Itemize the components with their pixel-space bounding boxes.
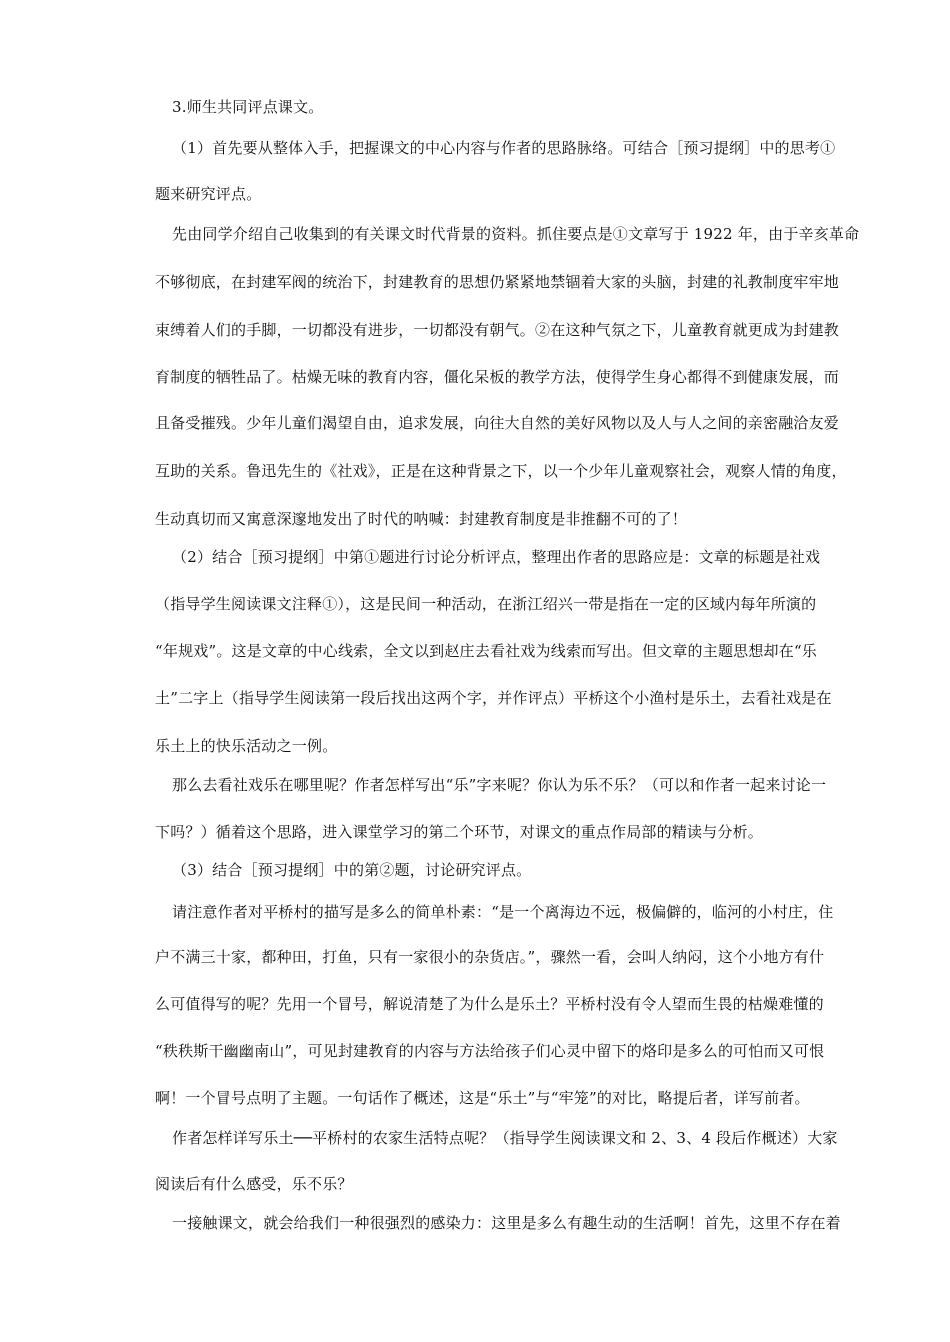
- paragraph-line: 下吗？）循着这个思路，进入课堂学习的第二个环节，对课文的重点作局部的精读与分析。: [155, 823, 764, 841]
- paragraph-line: “秩秩斯干幽幽南山”，可见封建教育的内容与方法给孩子们心灵中留下的烙印是多么的可怕而又可恨: [155, 1042, 825, 1060]
- paragraph-line: 么可值得写的呢？先用一个冒号，解说清楚了为什么是乐土？平桥村没有令人望而生畏的枯燥难懂的: [155, 995, 824, 1013]
- paragraph-line: （2）结合［预习提纲］中第①题进行讨论分析评点，整理出作者的思路应是：文章的标题是社戏: [172, 548, 821, 566]
- paragraph-line: 题来研究评点。: [155, 185, 262, 203]
- paragraph-line: （指导学生阅读课文注释①），这是民间一种活动，在浙江绍兴一带是指在一定的区域内每年所演的: [155, 595, 817, 613]
- paragraph-line: 束缚着人们的手脚，一切都没有进步，一切都没有朝气。②在这种气氛之下，儿童教育就更成为封建教: [155, 321, 840, 339]
- paragraph-line: 阅读后有什么感受，乐不乐？: [155, 1175, 353, 1193]
- paragraph-line: 请注意作者对平桥村的描写是多么的简单朴素：“是一个离海边不远，极偏僻的，临河的小村庄，住: [172, 903, 834, 921]
- paragraph-line: 且备受摧残。少年儿童们渴望自由，追求发展，向往大自然的美好风物以及人与人之间的亲密融洽友爱: [155, 414, 840, 432]
- paragraph-line: （1）首先要从整体入手，把握课文的中心内容与作者的思路脉络。可结合［预习提纲］中的思考①: [172, 139, 836, 157]
- paragraph-line: 生动真切而又寓意深邃地发出了时代的呐喊：封建教育制度是非推翻不可的了！: [155, 510, 688, 528]
- paragraph-line: 户不满三十家，都种田，打鱼，只有一家很小的杂货店。”，骤然一看，会叫人纳闷，这个小地方有什: [155, 948, 825, 966]
- paragraph-line: 啊！一个冒号点明了主题。一句话作了概述，这是“乐土”与“牢笼”的对比，略提后者，详写前者。: [155, 1089, 810, 1107]
- section-heading: 3.师生共同评点课文。: [172, 98, 324, 116]
- paragraph-line: 育制度的牺牲品了。枯燥无味的教育内容，僵化呆板的教学方法，使得学生身心都得不到健康发展，而: [155, 368, 840, 386]
- paragraph-line: 互助的关系。鲁迅先生的《社戏》，正是在这种背景之下，以一个少年儿童观察社会，观察人情的角度，: [155, 462, 847, 480]
- paragraph-line: 先由同学介绍自己收集到的有关课文时代背景的资料。抓住要点是①文章写于 1922 年，由于辛亥革命: [172, 225, 860, 243]
- paragraph-line: 作者怎样详写乐土──平桥村的农家生活特点呢？（指导学生阅读课文和 2、3、4 段后作概述）大家: [172, 1129, 838, 1147]
- paragraph-line: “年规戏”。这是文章的中心线索，全文以到赵庄去看社戏为线索而写出。但文章的主题思想却在“乐: [155, 642, 818, 660]
- paragraph-line: 土”二字上（指导学生阅读第一段后找出这两个字，并作评点）平桥这个小渔村是乐土，去看社戏是在: [155, 689, 832, 707]
- paragraph-line: 不够彻底，在封建军阀的统治下，封建教育的思想仍紧紧地禁锢着大家的头脑，封建的礼教制度牢牢地: [155, 273, 840, 291]
- paragraph-line: 那么去看社戏乐在哪里呢？作者怎样写出“乐”字来呢？你认为乐不乐？（可以和作者一起来讨论一: [172, 776, 827, 794]
- paragraph-line: 乐土上的快乐活动之一例。: [155, 737, 338, 755]
- paragraph-line: （3）结合［预习提纲］中的第②题，讨论研究评点。: [172, 861, 532, 879]
- paragraph-line: 一接触课文，就会给我们一种很强烈的感染力：这里是多么有趣生动的生活啊！首先，这里不存在着: [172, 1214, 841, 1232]
